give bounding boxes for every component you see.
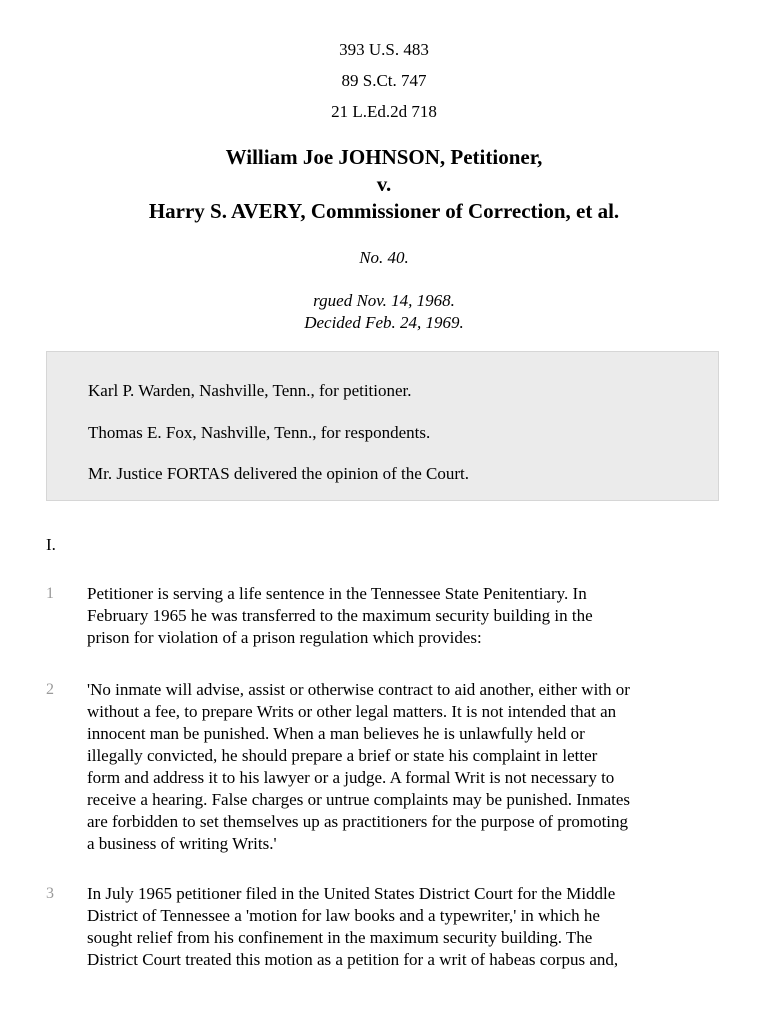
supreme-court-reporter-citation: 89 S.Ct. 747 <box>341 71 427 90</box>
paragraph-line: Petitioner is serving a life sentence in the Tennessee State Penitentiary. In <box>87 584 587 603</box>
us-reports-citation: 393 U.S. 483 <box>339 40 429 59</box>
paragraph-line: without a fee, to prepare Writs or other legal matters. It is not intended that an <box>87 702 617 721</box>
case-dates <box>0 290 768 334</box>
paragraph-line: February 1965 he was transferred to the maximum security building in the <box>87 606 593 625</box>
opinion-author: Mr. Justice FORTAS delivered the opinion of the Court. <box>88 464 470 483</box>
paragraph-number: 1 <box>46 585 54 602</box>
paragraph-line: a business of writing Writs.' <box>87 834 277 853</box>
paragraph-line: In July 1965 petitioner filed in the United States District Court for the Middle <box>87 884 616 903</box>
argued-date: rgued Nov. 14, 1968. <box>313 291 455 310</box>
respondent-name: Harry S. AVERY, Commissioner of Correction, et al. <box>148 199 620 223</box>
paragraph-line: illegally convicted, he should prepare a brief or state his complaint in letter <box>87 746 598 765</box>
paragraph-number: 2 <box>46 681 54 698</box>
paragraph-line: form and address it to his lawyer or a judge. A formal Writ is not necessary to <box>87 768 615 787</box>
counsel-panel <box>46 351 719 501</box>
decided-date: Decided Feb. 24, 1969. <box>304 313 464 332</box>
paragraph-line: are forbidden to set themselves up as practitioners for the purpose of promoting <box>87 812 629 831</box>
paragraph-line: District Court treated this motion as a petition for a writ of habeas corpus and, <box>87 950 619 969</box>
paragraph-text <box>87 679 727 855</box>
citation-block <box>0 34 768 127</box>
paragraph-line: receive a hearing. False charges or untrue complaints may be punished. Inmates <box>87 790 631 809</box>
paragraph-line: sought relief from his confinement in the maximum security building. The <box>87 928 593 947</box>
case-caption <box>0 144 768 225</box>
respondent-counsel: Thomas E. Fox, Nashville, Tenn., for respondents. <box>88 423 431 442</box>
paragraph-text <box>87 883 727 971</box>
versus-label: v. <box>376 172 392 196</box>
paragraph-line: 'No inmate will advise, assist or otherwise contract to aid another, either with or <box>87 680 630 699</box>
petitioner-name: William Joe JOHNSON, Petitioner, <box>225 145 543 169</box>
paragraph-line: innocent man be punished. When a man believes he is unlawfully held or <box>87 724 585 743</box>
petitioner-counsel: Karl P. Warden, Nashville, Tenn., for petitioner. <box>88 381 412 400</box>
docket-number: No. 40. <box>359 248 409 267</box>
paragraph-line: prison for violation of a prison regulation which provides: <box>87 628 482 647</box>
paragraph-text <box>87 583 727 649</box>
paragraph-number: 3 <box>46 885 54 902</box>
lawyers-edition-citation: 21 L.Ed.2d 718 <box>331 102 437 121</box>
paragraph-line: District of Tennessee a 'motion for law books and a typewriter,' in which he <box>87 906 600 925</box>
section-heading: I. <box>46 535 56 554</box>
